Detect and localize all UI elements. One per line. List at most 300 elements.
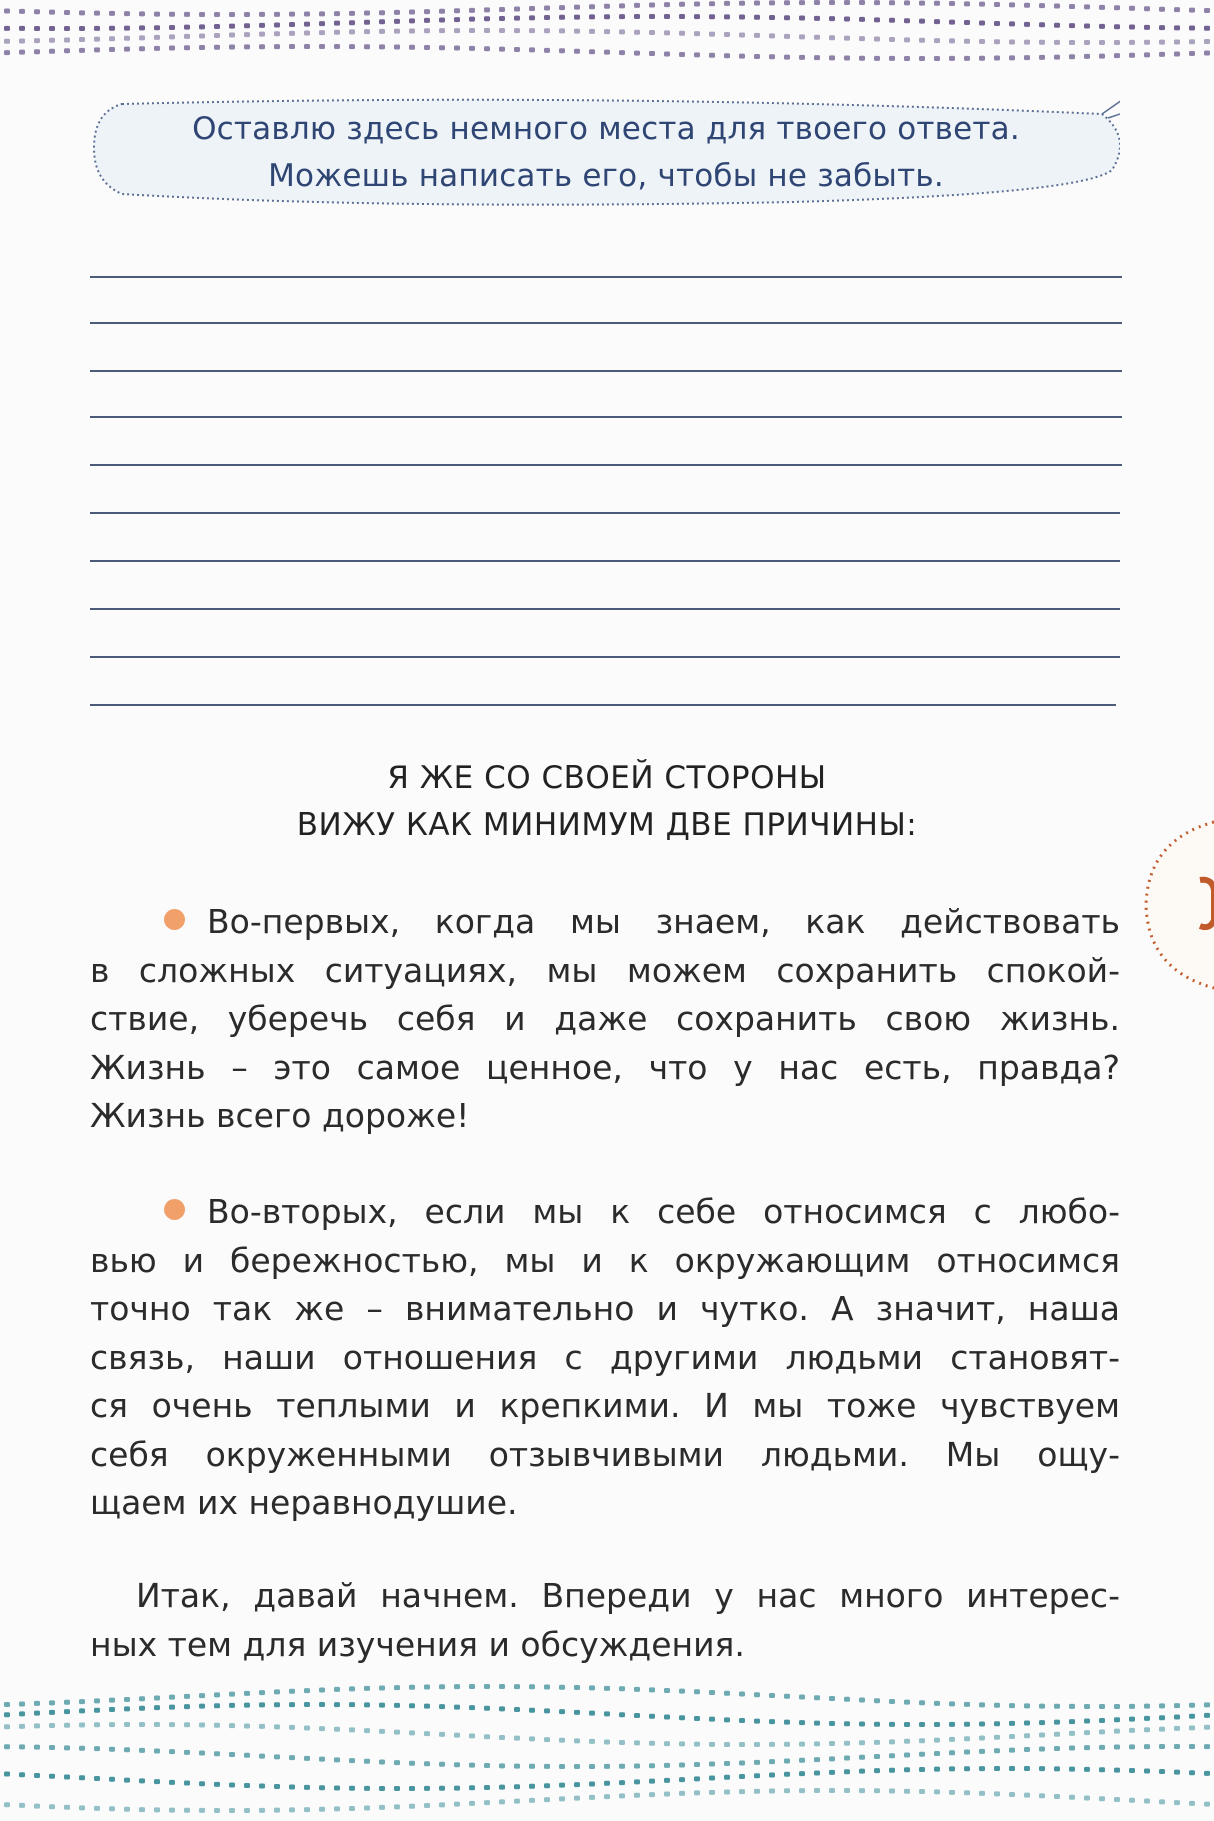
decor-dot (874, 1698, 880, 1703)
decor-dot (1174, 7, 1180, 12)
decor-dot (1024, 1733, 1030, 1738)
decor-dot (994, 56, 1000, 61)
decor-dot (364, 1728, 370, 1733)
decor-dot (64, 1709, 70, 1714)
decor-dot (64, 10, 70, 15)
decor-dot (559, 15, 565, 20)
decor-dot (859, 36, 865, 41)
decor-dot (259, 1784, 265, 1789)
decor-dot (1039, 55, 1045, 60)
decor-dot (574, 1796, 580, 1801)
decor-dot (484, 7, 490, 12)
decor-dot (529, 6, 535, 11)
decor-dot (199, 1808, 205, 1813)
decor-dot (1054, 4, 1060, 9)
decor-dot (964, 1702, 970, 1707)
decor-dot (544, 1783, 550, 1788)
decor-dot (19, 1803, 25, 1808)
decor-dot (679, 31, 685, 36)
decor-dot (769, 1788, 775, 1793)
decor-dot (109, 11, 115, 16)
decor-dot (34, 1804, 40, 1809)
answer-line (90, 512, 1120, 514)
decor-dot (889, 1722, 895, 1727)
decor-dot (289, 44, 295, 49)
decor-dot (139, 35, 145, 40)
decor-dot (244, 44, 250, 49)
decor-dot (259, 44, 265, 49)
decor-dot (1144, 1799, 1150, 1804)
decor-dot (1024, 40, 1030, 45)
decor-dot (514, 1799, 520, 1804)
decor-dot (124, 36, 130, 41)
decor-dot (454, 46, 460, 51)
decor-dot (739, 1718, 745, 1723)
decor-dot (574, 1782, 580, 1787)
decor-dot (79, 1708, 85, 1713)
decor-dot (4, 39, 10, 44)
decor-dot (1159, 7, 1165, 12)
decor-dot (19, 9, 25, 14)
decor-dot (289, 1807, 295, 1812)
decor-dot (814, 55, 820, 60)
decor-dot (754, 15, 760, 20)
decor-dot (844, 1721, 850, 1726)
decor-dot (349, 1727, 355, 1732)
decor-dot (199, 45, 205, 50)
decor-dot (859, 1740, 865, 1745)
decor-dot (34, 9, 40, 14)
decor-dot (139, 1696, 145, 1701)
decor-dot (709, 14, 715, 19)
decor-dot (1009, 55, 1015, 60)
decor-dot (49, 10, 55, 15)
decor-dot (169, 12, 175, 17)
decor-dot (4, 1712, 10, 1717)
decor-dot (514, 6, 520, 11)
decor-dot (619, 1780, 625, 1785)
decor-dot (184, 12, 190, 17)
decor-dot (1069, 40, 1075, 45)
decor-dot (274, 1724, 280, 1729)
decor-dot (319, 44, 325, 49)
decor-dot (529, 1736, 535, 1741)
decor-dot (394, 1685, 400, 1690)
decor-dot (229, 45, 235, 50)
decor-dot (274, 12, 280, 17)
decor-dot (589, 1685, 595, 1690)
decor-dot (1024, 1721, 1030, 1726)
decor-dot (949, 1722, 955, 1727)
decor-dot (664, 14, 670, 19)
decor-dot (1099, 1745, 1105, 1750)
decor-dot (514, 47, 520, 52)
decor-dot (859, 1722, 865, 1727)
decor-dot (859, 1788, 865, 1793)
decor-dot (94, 1722, 100, 1727)
decor-dot (529, 47, 535, 52)
decor-dot (334, 21, 340, 26)
decor-dot (244, 1753, 250, 1758)
decor-dot (1024, 1747, 1030, 1752)
decor-dot (4, 50, 10, 55)
decor-dot (1114, 1768, 1120, 1773)
decor-dot (634, 1740, 640, 1745)
decor-dot (1159, 1744, 1165, 1749)
decor-dot (1159, 1799, 1165, 1804)
decor-dot (154, 25, 160, 30)
decor-dot (439, 1732, 445, 1737)
decor-dot (799, 16, 805, 21)
decor-dot (1009, 1792, 1015, 1797)
decor-dot (469, 1733, 475, 1738)
decor-dot (679, 14, 685, 19)
decor-dot (889, 18, 895, 23)
decor-dot (604, 4, 610, 9)
decor-dot (1114, 40, 1120, 45)
decor-dot (994, 1721, 1000, 1726)
decor-dot (844, 1741, 850, 1746)
paragraph-line: себя окруженными отзывчивыми людьми. Мы ощу- (90, 1434, 1120, 1474)
decor-dot (814, 1721, 820, 1726)
section-heading (0, 755, 1214, 849)
decor-dot (844, 1769, 850, 1774)
decor-dot (694, 1776, 700, 1781)
edge-tab-shape (1138, 820, 1214, 990)
decor-dot (319, 11, 325, 16)
decor-dot (679, 1741, 685, 1746)
decor-dot (184, 1808, 190, 1813)
decor-dot (49, 1723, 55, 1728)
decor-dot (394, 1760, 400, 1765)
decor-dot (94, 1746, 100, 1751)
decor-dot (784, 0, 790, 5)
decor-dot (874, 1740, 880, 1745)
decor-dot (124, 26, 130, 31)
decor-dot (409, 1761, 415, 1766)
decor-dot (469, 8, 475, 13)
decor-dot (559, 1685, 565, 1690)
decor-dot (424, 1731, 430, 1736)
decor-dot (1054, 55, 1060, 60)
answer-line (90, 608, 1120, 610)
decor-dot (664, 52, 670, 57)
decor-dot (1159, 52, 1165, 57)
decor-dot (4, 26, 10, 31)
decor-dot (739, 54, 745, 59)
decor-dot (274, 1754, 280, 1759)
decor-dot (154, 35, 160, 40)
decor-dot (1144, 1727, 1150, 1732)
decor-dot (364, 44, 370, 49)
decor-dot (454, 28, 460, 33)
decor-dot (1114, 53, 1120, 58)
decor-dot (679, 2, 685, 7)
decor-dot (19, 1772, 25, 1777)
decor-dot (244, 23, 250, 28)
decor-dot (874, 1768, 880, 1773)
decor-dot (889, 0, 895, 5)
decor-dot (529, 1784, 535, 1789)
decor-dot (544, 1684, 550, 1689)
decor-dot (979, 2, 985, 7)
decor-dot (109, 47, 115, 52)
decor-dot (19, 1744, 25, 1749)
decor-dot (319, 1687, 325, 1692)
answer-writing-area[interactable] (90, 262, 1130, 722)
decor-dot (214, 1808, 220, 1813)
decor-dot (649, 1687, 655, 1692)
decor-dot (634, 3, 640, 8)
paragraph-line: Итак, давай начнем. Впереди у нас много интерес- (136, 1576, 1120, 1615)
decor-dot (1039, 1746, 1045, 1751)
decor-dot (1174, 1703, 1180, 1708)
decor-dot (514, 1736, 520, 1741)
decor-dot (514, 1784, 520, 1789)
decor-dot (919, 1789, 925, 1794)
decor-dot (1114, 24, 1120, 29)
decor-dot (169, 34, 175, 39)
decor-dot (1144, 1769, 1150, 1774)
decor-dot (184, 1750, 190, 1755)
decor-dot (379, 1703, 385, 1708)
decor-dot (244, 1808, 250, 1813)
decor-dot (319, 1785, 325, 1790)
top-dot-pattern (0, 0, 1214, 70)
decor-dot (1069, 1795, 1075, 1800)
decor-dot (619, 29, 625, 34)
decor-dot (904, 18, 910, 23)
decor-dot (949, 38, 955, 43)
decor-dot (274, 1702, 280, 1707)
decor-dot (79, 37, 85, 42)
decor-dot (1129, 1768, 1135, 1773)
decor-dot (334, 44, 340, 49)
decor-dot (889, 37, 895, 42)
decor-dot (1114, 1717, 1120, 1722)
bottom-dotted-border (0, 1680, 1214, 1821)
decor-dot (919, 38, 925, 43)
decor-dot (124, 47, 130, 52)
decor-dot (559, 1709, 565, 1714)
decor-dot (109, 36, 115, 41)
decor-dot (1084, 1767, 1090, 1772)
decor-dot (289, 1689, 295, 1694)
decor-dot (1204, 1802, 1210, 1807)
decor-dot (1069, 23, 1075, 28)
decor-dot (394, 10, 400, 15)
decor-dot (919, 19, 925, 24)
decor-dot (1189, 1744, 1195, 1749)
decor-dot (1099, 54, 1105, 59)
decor-dot (94, 11, 100, 16)
decor-dot (139, 1706, 145, 1711)
decor-dot (904, 56, 910, 61)
decor-dot (199, 1751, 205, 1756)
paragraph-line: в сложных ситуациях, мы можем сохранить спокой- (90, 950, 1120, 990)
decor-dot (469, 1763, 475, 1768)
decor-dot (1189, 1714, 1195, 1719)
decor-dot (289, 1755, 295, 1760)
top-dotted-border (0, 0, 1214, 70)
decor-dot (979, 39, 985, 44)
decor-dot (1084, 1704, 1090, 1709)
decor-dot (724, 1789, 730, 1794)
decor-dot (949, 1766, 955, 1771)
decor-dot (1084, 24, 1090, 29)
decor-dot (994, 2, 1000, 7)
decor-dot (169, 1722, 175, 1727)
decor-dot (334, 11, 340, 16)
decor-dot (214, 24, 220, 29)
decor-dot (934, 1767, 940, 1772)
decor-dot (499, 1735, 505, 1740)
answer-line (90, 416, 1122, 418)
decor-dot (1189, 1703, 1195, 1708)
decor-dot (199, 33, 205, 38)
decor-dot (304, 1702, 310, 1707)
decor-dot (544, 6, 550, 11)
decor-dot (814, 35, 820, 40)
decor-dot (79, 26, 85, 31)
decor-dot (1009, 1721, 1015, 1726)
decor-dot (814, 1695, 820, 1700)
decor-dot (1084, 40, 1090, 45)
decor-dot (349, 1702, 355, 1707)
decor-dot (169, 1695, 175, 1700)
decor-dot (739, 1774, 745, 1779)
decor-dot (784, 1759, 790, 1764)
decor-dot (754, 1719, 760, 1724)
decor-dot (484, 1684, 490, 1689)
decor-dot (709, 1742, 715, 1747)
decor-dot (694, 1, 700, 6)
decor-dot (664, 1741, 670, 1746)
decor-dot (769, 54, 775, 59)
decor-dot (274, 44, 280, 49)
decor-dot (334, 1727, 340, 1732)
decor-dot (379, 10, 385, 15)
decor-dot (949, 1, 955, 6)
decor-dot (529, 1708, 535, 1713)
decor-dot (424, 1803, 430, 1808)
decor-dot (1009, 39, 1015, 44)
decor-dot (1174, 1744, 1180, 1749)
decor-dot (484, 1800, 490, 1805)
decor-dot (4, 1744, 10, 1749)
decor-dot (934, 1701, 940, 1706)
decor-dot (529, 1684, 535, 1689)
decor-dot (904, 37, 910, 42)
decor-dot (184, 1704, 190, 1709)
decor-dot (694, 1742, 700, 1747)
decor-dot (604, 1794, 610, 1799)
decor-dot (814, 1770, 820, 1775)
decor-dot (334, 30, 340, 35)
decor-dot (214, 45, 220, 50)
decor-dot (214, 12, 220, 17)
decor-dot (769, 33, 775, 38)
decor-dot (1069, 1767, 1075, 1772)
decor-dot (124, 1706, 130, 1711)
decor-dot (49, 1710, 55, 1715)
decor-dot (64, 1774, 70, 1779)
decor-dot (964, 39, 970, 44)
decor-dot (484, 28, 490, 33)
decor-dot (784, 1694, 790, 1699)
decor-dot (589, 1764, 595, 1769)
decor-dot (1189, 51, 1195, 56)
decor-dot (799, 34, 805, 39)
decor-dot (829, 0, 835, 5)
decor-dot (604, 14, 610, 19)
decor-dot (784, 1772, 790, 1777)
decor-dot (139, 1722, 145, 1727)
decor-dot (934, 19, 940, 24)
decor-dot (154, 1722, 160, 1727)
decor-dot (799, 1742, 805, 1747)
decor-dot (199, 1693, 205, 1698)
decor-dot (904, 1767, 910, 1772)
decor-dot (784, 34, 790, 39)
decor-dot (379, 1729, 385, 1734)
decor-dot (274, 22, 280, 27)
decor-dot (379, 1759, 385, 1764)
decor-dot (769, 1773, 775, 1778)
decor-dot (1054, 1766, 1060, 1771)
decor-dot (979, 1749, 985, 1754)
paragraph-line: Во-первых, когда мы знаем, как действовать (90, 898, 1120, 947)
decor-dot (1054, 1720, 1060, 1725)
decor-dot (709, 1790, 715, 1795)
decor-dot (1069, 1731, 1075, 1736)
decor-dot (79, 10, 85, 15)
decor-dot (799, 1788, 805, 1793)
decor-dot (934, 1751, 940, 1756)
decor-dot (544, 1737, 550, 1742)
decor-dot (604, 29, 610, 34)
decor-dot (604, 1764, 610, 1769)
decor-dot (109, 1777, 115, 1782)
decor-dot (1114, 1745, 1120, 1750)
decor-dot (934, 1789, 940, 1794)
decor-dot (349, 1686, 355, 1691)
decor-dot (1009, 2, 1015, 7)
decor-dot (349, 20, 355, 25)
decor-dot (694, 1689, 700, 1694)
decor-dot (244, 32, 250, 37)
decor-dot (409, 10, 415, 15)
answer-line (90, 704, 1116, 706)
paragraph-line: вью и бережностью, мы и к окружающим относимся (90, 1240, 1120, 1280)
decor-dot (49, 1804, 55, 1809)
decor-dot (574, 1710, 580, 1715)
decor-dot (964, 1766, 970, 1771)
decor-dot (499, 1684, 505, 1689)
answer-line (90, 370, 1122, 372)
decor-dot (604, 50, 610, 55)
decor-dot (544, 28, 550, 33)
decor-dot (439, 9, 445, 14)
decor-dot (214, 33, 220, 38)
decor-dot (1084, 54, 1090, 59)
decor-dot (529, 1798, 535, 1803)
decor-dot (1129, 6, 1135, 11)
decor-dot (964, 1750, 970, 1755)
decor-dot (784, 55, 790, 60)
heading-line-2: ВИЖУ КАК МИНИМУМ ДВЕ ПРИЧИНЫ: (296, 807, 918, 843)
decor-dot (259, 1808, 265, 1813)
